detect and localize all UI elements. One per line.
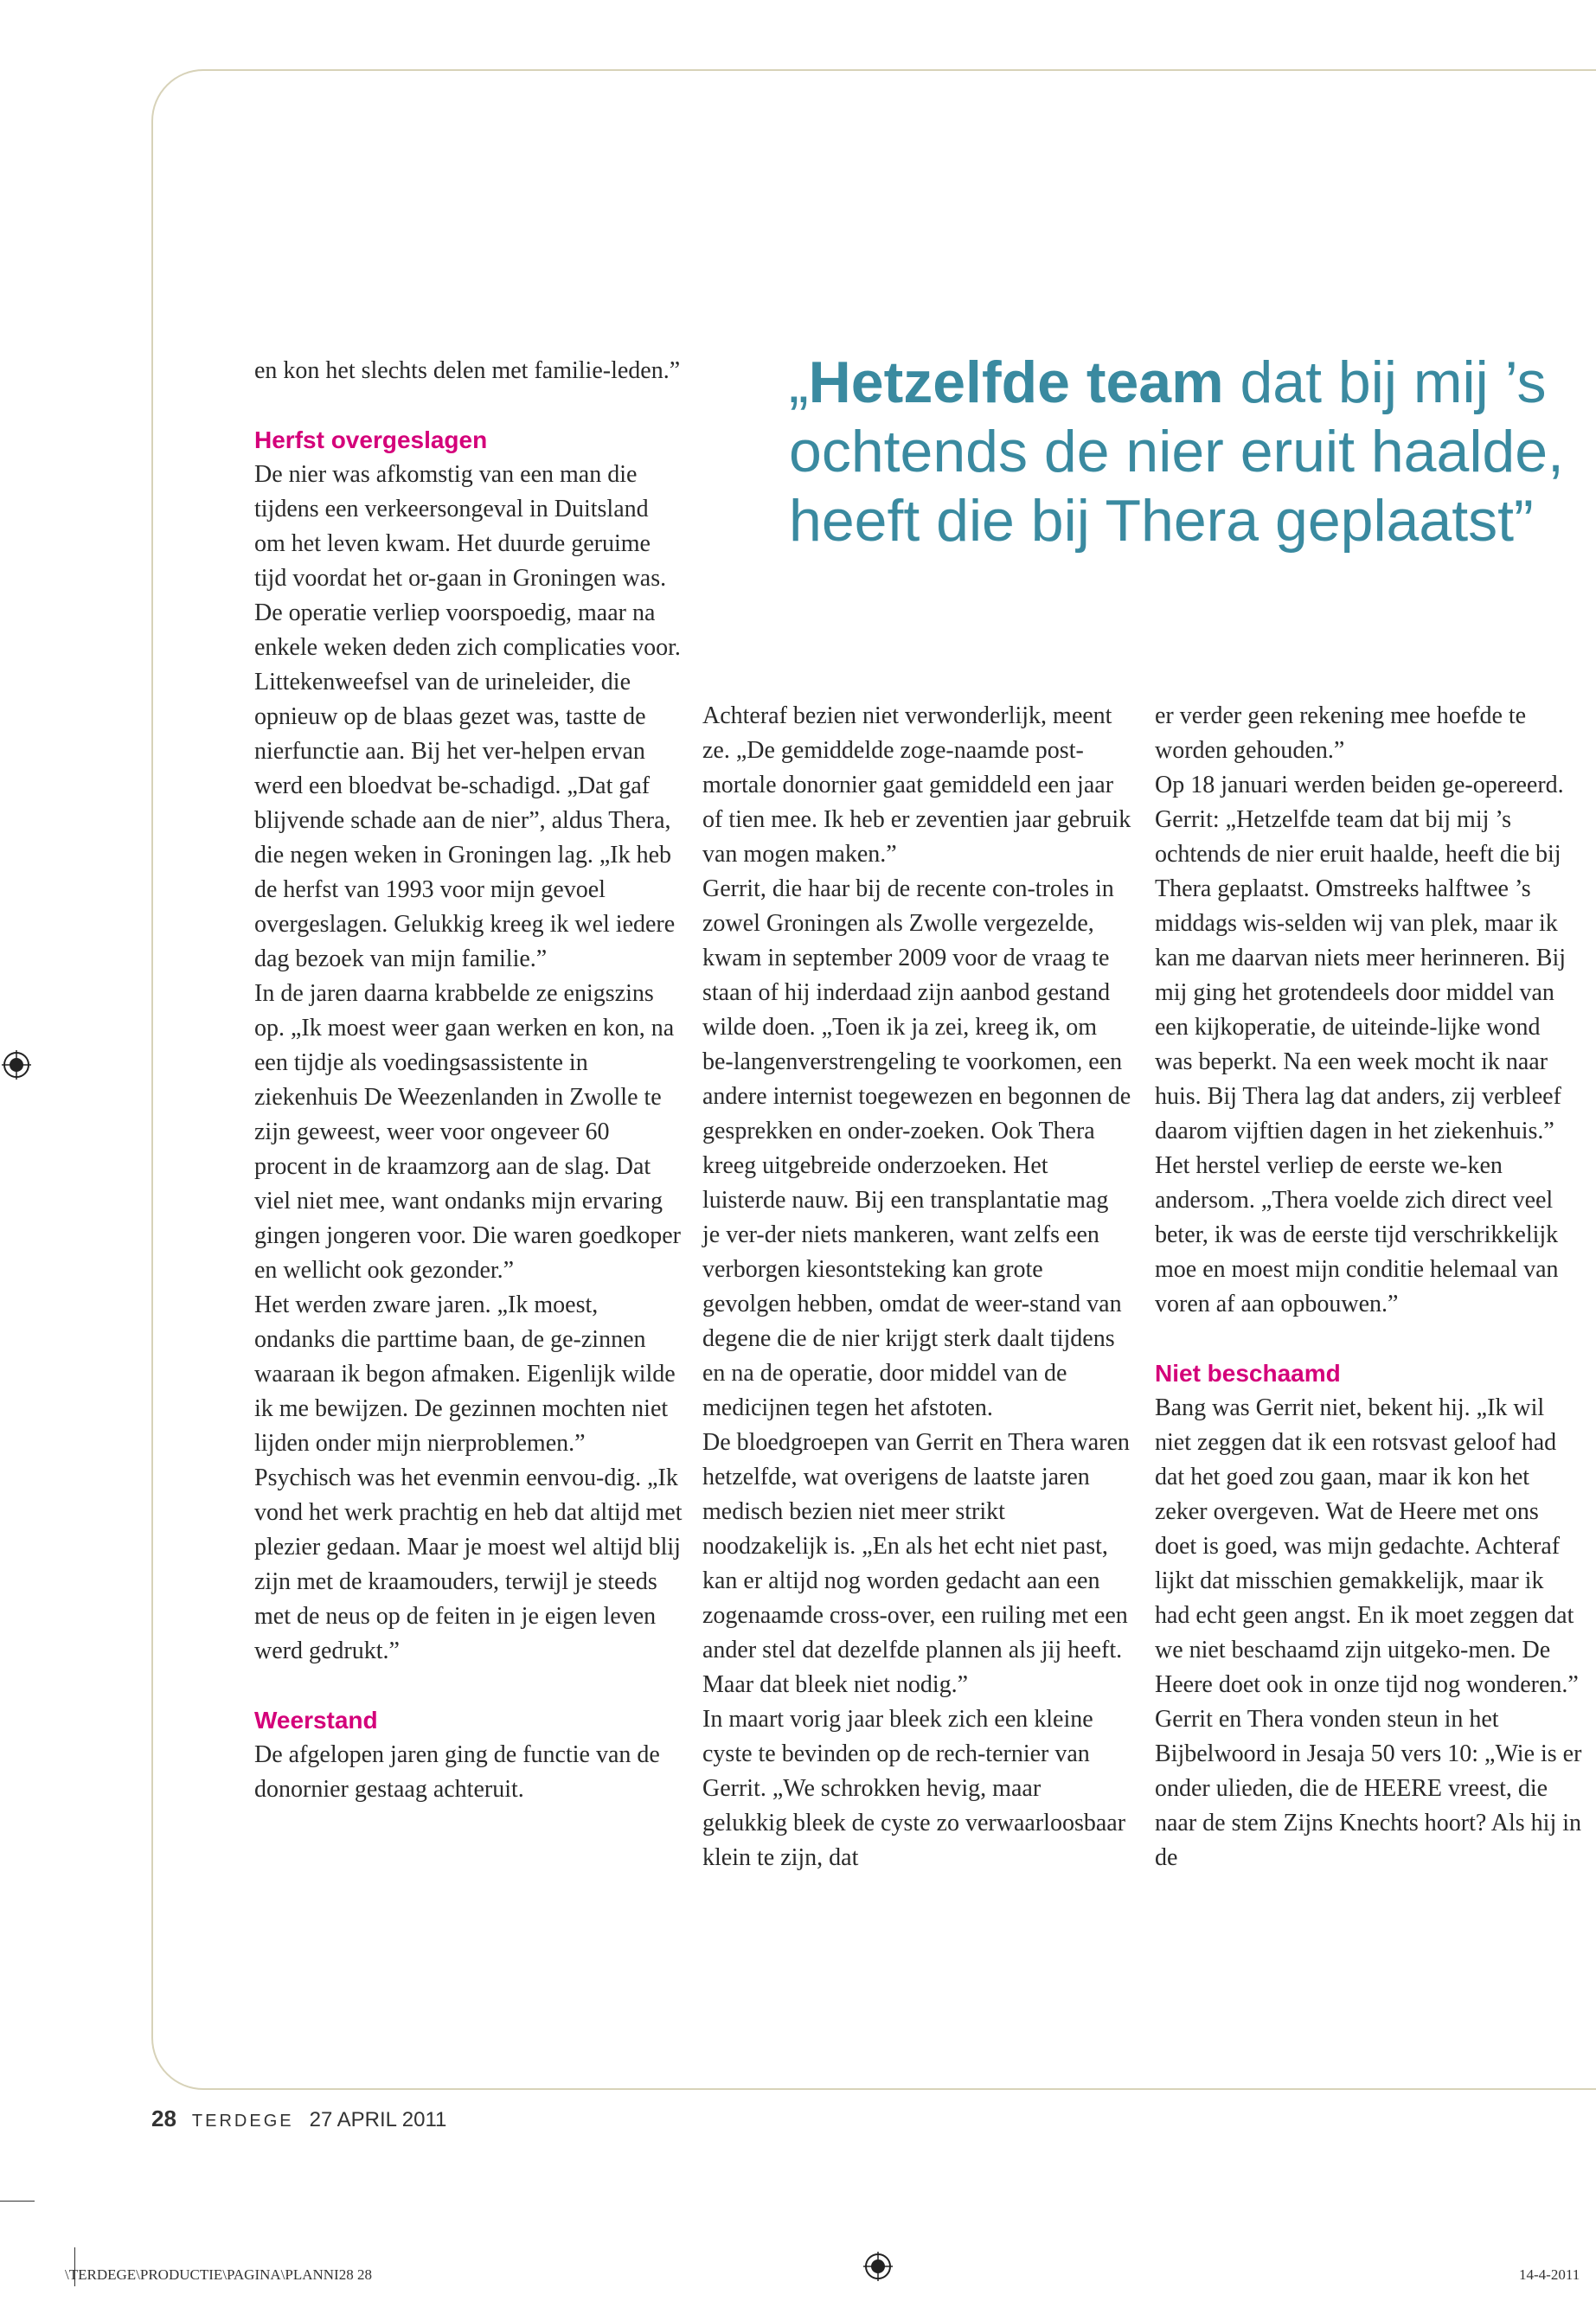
paragraph: Gerrit en Thera vonden steun in het Bijbelwoord in Jesaja 50 vers 10: „Wie is er onder ulieden, die de HEERE vreest, die naar de stem Zijns Knechts hoort? Als hij in de	[1155, 1706, 1582, 1871]
section-heading: Niet beschaamd	[1155, 1360, 1341, 1387]
article-column-1	[254, 354, 683, 1807]
article-column-3	[1155, 699, 1584, 1875]
paragraph: en kon het slechts delen met familie-leden.”	[254, 357, 681, 384]
issue-date: 27 APRIL 2011	[309, 2108, 447, 2131]
paragraph: Gerrit, die haar bij de recente con-troles in zowel Groningen als Zwolle vergezelde, kwam in september 2009 voor de vraag te staan of hij inderdaad zijn aanbod gestand wilde doen. „Toen ik ja zei, kreeg ik, om be-langenverstrengeling te voorkomen, een andere internist toegewezen en begonnen de gesprekken en onder-zoeken. Ook Thera kreeg uitgebreide onderzoeken. Het luisterde nauw. Bij een transplantatie mag je ver-der niets mankeren, want zelfs een verborgen kiesontsteking kan grote gevolgen hebben, omdat de weer-stand van degene die de nier krijgt sterk daalt tijdens en na de operatie, door middel van de medicijnen tegen het afstoten.	[702, 875, 1131, 1421]
paragraph: In maart vorig jaar bleek zich een kleine cyste te bevinden op de rech-ternier van Gerrit. „We schrokken hevig, maar gelukkig bleek de cyste zo verwaarloosbaar klein te zijn, dat	[702, 1706, 1126, 1871]
section-heading: Weerstand	[254, 1707, 378, 1734]
magazine-name: TERDEGE	[191, 2112, 294, 2131]
quote-open-mark: „	[789, 349, 809, 415]
print-slug-path: \TERDEGE\PRODUCTIE\PAGINA\PLANNI28 28	[65, 2266, 372, 2283]
pull-quote-emphasis: Hetzelfde team	[808, 349, 1224, 415]
paragraph: De bloedgroepen van Gerrit en Thera waren hetzelfde, wat overigens de laatste jaren medisch bezien niet meer strikt noodzakelijk is. „En als het echt niet past, kan er altijd nog worden gedacht aan een zogenaamde cross-over, een ruiling met een ander stel dat dezelfde plannen als jij heeft. Maar dat bleek niet nodig.”	[702, 1429, 1130, 1698]
paragraph: Achteraf bezien niet verwonderlijk, meent ze. „De gemiddelde zoge-naamde post-mortale donornier gaat gemiddeld een jaar of tien mee. Ik heb er zeventien jaar gebruik van mogen maken.”	[702, 702, 1131, 868]
paragraph: De afgelopen jaren ging de functie van de donornier gestaag achteruit.	[254, 1741, 660, 1803]
paragraph: De nier was afkomstig van een man die tijdens een verkeersongeval in Duitsland om het leven kwam. Het duurde geruime tijd voordat het or-gaan in Groningen was. De operatie verliep voorspoedig, maar na enkele weken deden zich complicaties voor. Littekenweefsel van de urineleider, die opnieuw op de blaas gezet was, tastte de nierfunctie aan. Bij het ver-helpen ervan werd een bloedvat be-schadigd. „Dat gaf blijvende schade aan de nier”, aldus Thera, die negen weken in Groningen lag. „Ik heb de herfst van 1993 voor mijn gevoel overgeslagen. Gelukkig kreeg ik wel iedere dag bezoek van mijn familie.”	[254, 461, 681, 972]
pull-quote	[789, 348, 1567, 555]
section-heading: Herfst overgeslagen	[254, 426, 488, 453]
pull-quote-text: dat bij mij ’s ochtends de nier eruit haalde, heeft die bij Thera geplaatst”	[789, 349, 1564, 554]
registration-mark-icon	[863, 2252, 893, 2281]
print-slug-date: 14-4-2011	[1519, 2266, 1580, 2283]
crop-mark	[0, 2201, 35, 2202]
paragraph: Het herstel verliep de eerste we-ken andersom. „Thera voelde zich direct veel beter, ik was de eerste tijd verschrikkelijk moe en moest mijn conditie helemaal van voren af aan opbouwen.”	[1155, 1152, 1559, 1317]
registration-mark-icon	[2, 1050, 31, 1080]
paragraph: In de jaren daarna krabbelde ze enigszins op. „Ik moest weer gaan werken en kon, na een tijdje als voedingsassistente in ziekenhuis De Weezenlanden in Zwolle te zijn geweest, weer voor ongeveer 60 procent in de kraamzorg aan de slag. Dat viel niet mee, want ondanks mijn ervaring gingen jongeren voor. Die waren goedkoper en wellicht ook gezonder.”	[254, 980, 681, 1284]
page-number: 28	[151, 2106, 176, 2131]
paragraph: Psychisch was het evenmin eenvou-dig. „Ik vond het werk prachtig en heb dat altijd met plezier gedaan. Maar je moest wel altijd blij zijn met de kraamouders, terwijl je steeds met de neus op de feiten in je eigen leven werd gedrukt.”	[254, 1465, 683, 1664]
page-footer	[151, 2106, 446, 2132]
paragraph: Op 18 januari werden beiden ge-opereerd. Gerrit: „Hetzelfde team dat bij mij ’s ochtends de nier eruit haalde, heeft die bij Thera geplaatst. Omstreeks halftwee ’s middags wis-selden wij van plek, maar ik kan me daarvan niets meer herinneren. Bij mij ging het grotendeels door middel van een kijkoperatie, de uiteinde-lijke wond was beperkt. Na een week mocht ik naar huis. Bij Thera lag dat anders, zij verbleef daarom vijftien dagen in het ziekenhuis.”	[1155, 772, 1567, 1144]
article-column-2	[702, 699, 1131, 1875]
paragraph: Bang was Gerrit niet, bekent hij. „Ik wil niet zeggen dat ik een rotsvast geloof had dat het goed zou gaan, maar ik kon het zeker overgeven. Wat de Heere met ons doet is goed, was mijn gedachte. Achteraf lijkt dat misschien gemakkelijk, maar ik had echt geen angst. En ik moet zeggen dat we niet beschaamd zijn uitgeko-men. De Heere doet ook in onze tijd nog wonderen.”	[1155, 1394, 1579, 1698]
paragraph: Het werden zware jaren. „Ik moest, ondanks die parttime baan, de ge-zinnen waaraan ik begon afmaken. Eigenlijk wilde ik me bewijzen. De gezinnen mochten niet lijden onder mijn nierproblemen.”	[254, 1292, 676, 1457]
paragraph: er verder geen rekening mee hoefde te worden gehouden.”	[1155, 702, 1527, 764]
